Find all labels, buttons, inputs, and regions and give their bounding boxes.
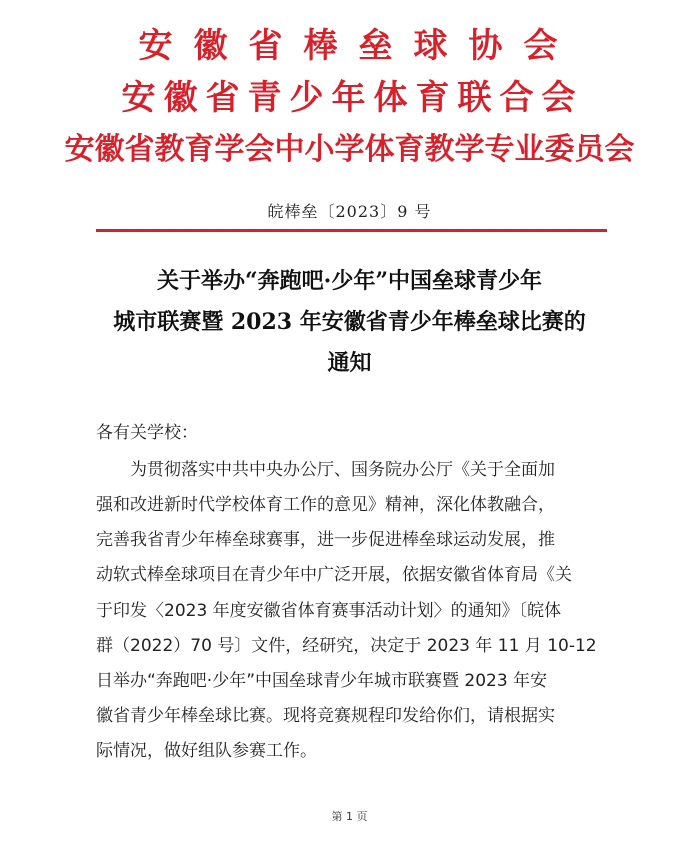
- body-line-2: 强和改进新时代学校体育工作的意见》精神，深化体教融合，: [96, 495, 555, 515]
- body-line-7: 日举办“奔跑吧·少年”中国垒球青少年城市联赛暨 2023 年安: [96, 671, 548, 691]
- body-line-3: 完善我省青少年棒垒球赛事，进一步促进棒垒球运动发展，推: [96, 530, 555, 550]
- title-line-3: 通知: [327, 350, 372, 376]
- org-name-youth-sports-federation: 安徽省青少年体育联合会: [121, 78, 584, 118]
- title-line-1: 关于举办“奔跑吧·少年”中国垒球青少年: [157, 268, 542, 294]
- page-number: 第 1 页: [331, 810, 368, 823]
- red-divider-line: [96, 229, 607, 232]
- document-number: 皖棒垒〔2023〕9 号: [267, 202, 432, 221]
- body-line-4: 动软式棒垒球项目在青少年中广泛开展，依据安徽省体育局《关: [96, 565, 572, 585]
- org-name-baseball-softball-association: 安徽省棒垒球协会: [138, 26, 579, 66]
- body-line-8: 徽省青少年棒垒球比赛。现将竞赛规程印发给你们，请根据实: [96, 706, 555, 726]
- body-line-6: 群（2022）70 号〕文件，经研究，决定于 2023 年 11 月 10-12: [96, 636, 597, 656]
- body-line-1: 为贯彻落实中共中央办公厅、国务院办公厅《关于全面加: [130, 460, 555, 480]
- org-name-education-committee: 安徽省教育学会中小学体育教学专业委员会: [64, 132, 635, 167]
- body-line-9: 际情况，做好组队参赛工作。: [96, 741, 317, 761]
- salutation: 各有关学校：: [96, 423, 198, 443]
- title-line-2: 城市联赛暨 2023 年安徽省青少年棒垒球比赛的: [113, 309, 586, 335]
- body-line-5: 于印发〈2023 年度安徽省体育赛事活动计划〉的通知》〔皖体: [96, 601, 562, 621]
